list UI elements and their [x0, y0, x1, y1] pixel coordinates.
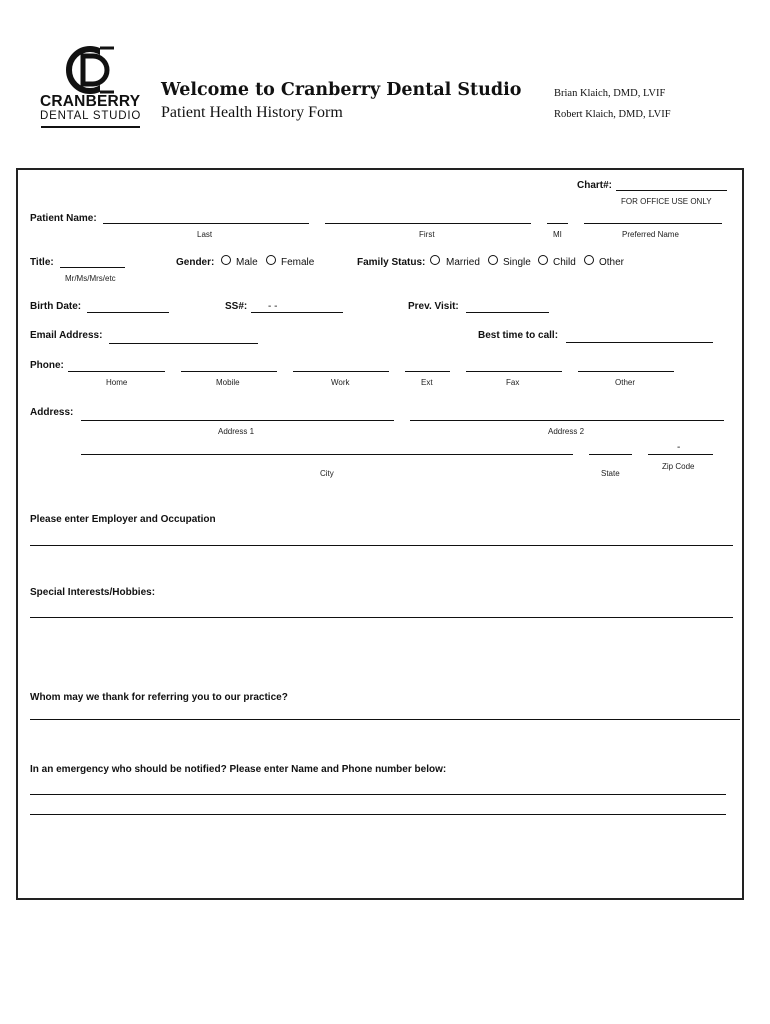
field-caption: First	[419, 230, 435, 239]
field-caption: Fax	[506, 378, 520, 387]
logo-tagline: DENTAL STUDIO	[40, 110, 142, 122]
field-caption: Address 2	[548, 427, 585, 436]
title-field[interactable]	[60, 267, 125, 268]
employer-field[interactable]	[30, 545, 733, 546]
birth-date-field[interactable]	[87, 312, 169, 313]
radio-label: Female	[281, 257, 315, 268]
radio-label: Single	[503, 257, 531, 268]
field-caption: State	[601, 469, 620, 478]
field-caption: Home	[106, 378, 128, 387]
state-field[interactable]	[589, 454, 632, 455]
phone-mobile-field[interactable]	[181, 371, 277, 372]
gender-male-radio[interactable]	[221, 255, 231, 265]
best-time-label: Best time to call:	[478, 330, 559, 341]
radio-label: Other	[599, 257, 625, 268]
mi-field[interactable]	[547, 223, 568, 224]
office-use-note: FOR OFFICE USE ONLY	[621, 197, 712, 206]
best-time-field[interactable]	[566, 342, 713, 343]
radio-label: Male	[236, 257, 258, 268]
address1-field[interactable]	[81, 420, 394, 421]
field-caption: Mr/Ms/Mrs/etc	[65, 274, 116, 283]
employer-label: Please enter Employer and Occupation	[30, 514, 216, 525]
family-child-radio[interactable]	[538, 255, 548, 265]
referral-field[interactable]	[30, 719, 740, 720]
title-label: Title:	[30, 257, 54, 268]
doctor-name: Robert Klaich, DMD, LVIF	[554, 109, 671, 120]
page-title: Welcome to Cranberry Dental Studio	[161, 80, 522, 100]
field-caption: Ext	[421, 378, 433, 387]
phone-home-field[interactable]	[68, 371, 165, 372]
doctor-name: Brian Klaich, DMD, LVIF	[554, 88, 666, 99]
radio-label: Child	[553, 257, 576, 268]
logo-rule	[41, 126, 140, 128]
phone-ext-field[interactable]	[405, 371, 450, 372]
hobbies-field[interactable]	[30, 617, 733, 618]
first-name-field[interactable]	[325, 223, 531, 224]
zip-dash: -	[677, 442, 681, 453]
hobbies-label: Special Interests/Hobbies:	[30, 587, 156, 598]
field-caption: Address 1	[218, 427, 255, 436]
email-field[interactable]	[109, 343, 258, 344]
page-subtitle: Patient Health History Form	[161, 104, 343, 121]
logo-wordmark: CRANBERRY	[40, 93, 141, 110]
phone-other-field[interactable]	[578, 371, 674, 372]
emergency-field-1[interactable]	[30, 794, 726, 795]
city-field[interactable]	[81, 454, 573, 455]
preferred-name-field[interactable]	[584, 223, 722, 224]
field-caption: Mobile	[216, 378, 240, 387]
prev-visit-field[interactable]	[466, 312, 549, 313]
gender-female-radio[interactable]	[266, 255, 276, 265]
family-married-radio[interactable]	[430, 255, 440, 265]
chart-label: Chart#:	[577, 180, 613, 191]
prev-visit-label: Prev. Visit:	[408, 301, 459, 312]
phone-fax-field[interactable]	[466, 371, 562, 372]
chart-field[interactable]	[616, 190, 727, 191]
ss-field[interactable]	[251, 312, 343, 313]
email-label: Email Address:	[30, 330, 103, 341]
family-other-radio[interactable]	[584, 255, 594, 265]
phone-work-field[interactable]	[293, 371, 389, 372]
gender-label: Gender:	[176, 257, 215, 268]
emergency-label: In an emergency who should be notified? Please enter Name and Phone number below:	[30, 764, 447, 775]
family-status-label: Family Status:	[357, 257, 426, 268]
phone-label: Phone:	[30, 360, 64, 371]
field-caption: Work	[331, 378, 350, 387]
field-caption: Preferred Name	[622, 230, 679, 239]
ss-label: SS#:	[225, 301, 248, 312]
last-name-field[interactable]	[103, 223, 309, 224]
radio-label: Married	[446, 257, 480, 268]
zip-field[interactable]	[648, 454, 713, 455]
family-single-radio[interactable]	[488, 255, 498, 265]
field-caption: MI	[553, 230, 562, 239]
field-caption: City	[320, 469, 334, 478]
address-label: Address:	[30, 407, 74, 418]
address2-field[interactable]	[410, 420, 724, 421]
emergency-field-2[interactable]	[30, 814, 726, 815]
field-caption: Last	[197, 230, 213, 239]
field-caption: Zip Code	[662, 462, 695, 471]
field-caption: Other	[615, 378, 636, 387]
ss-dashes: - -	[268, 301, 278, 312]
form-border	[16, 168, 744, 900]
referral-label: Whom may we thank for referring you to our practice?	[30, 692, 288, 703]
birth-date-label: Birth Date:	[30, 301, 82, 312]
patient-name-label: Patient Name:	[30, 213, 97, 224]
